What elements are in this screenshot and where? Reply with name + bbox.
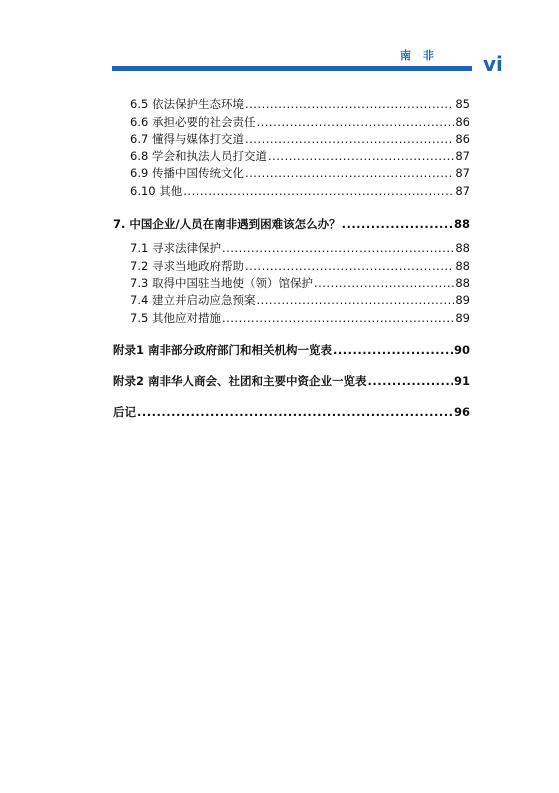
toc-entry[interactable] <box>130 311 470 325</box>
toc-leader-dots <box>222 311 454 325</box>
toc-entry[interactable] <box>130 97 470 111</box>
toc-entry-label: 6.10 其他 <box>130 184 183 198</box>
toc-entry[interactable] <box>130 115 470 129</box>
header-rule <box>112 66 472 71</box>
toc-chapter-entry[interactable] <box>113 217 470 231</box>
toc-entry[interactable] <box>130 293 470 307</box>
toc-leader-dots <box>245 259 454 273</box>
toc-leader-dots <box>137 405 453 419</box>
toc-entry[interactable] <box>130 259 470 273</box>
toc-entry-label: 6.7 懂得与媒体打交道 <box>130 132 244 146</box>
toc-leader-dots <box>245 97 454 111</box>
toc-entry-label: 6.9 传播中国传统文化 <box>130 166 244 180</box>
toc-leader-dots <box>183 184 454 198</box>
toc-entry-label: 后记 <box>113 405 136 419</box>
toc-leader-dots <box>368 374 453 388</box>
toc-entry-page: 91 <box>453 374 470 388</box>
toc-entry-label: 附录2 南非华人商会、社团和主要中资企业一览表 <box>113 374 367 388</box>
toc-leader-dots <box>222 241 454 255</box>
toc-leader-dots <box>268 149 454 163</box>
toc-leader-dots <box>245 166 454 180</box>
toc-entry[interactable] <box>130 241 470 255</box>
toc-entry-label: 附录1 南非部分政府部门和相关机构一览表 <box>113 343 333 357</box>
toc-entry-label: 7.5 其他应对措施 <box>130 311 221 325</box>
toc-afterword-entry[interactable] <box>113 405 470 419</box>
toc-entry-page: 88 <box>455 259 470 273</box>
toc-entry[interactable] <box>130 149 470 163</box>
toc-entry-page: 88 <box>455 241 470 255</box>
toc-entry-label: 7.3 取得中国驻当地使（领）馆保护 <box>130 276 313 290</box>
toc-leader-dots <box>245 132 454 146</box>
toc-entry-label: 6.5 依法保护生态环境 <box>130 97 244 111</box>
toc-entry-label: 7.4 建立并启动应急预案 <box>130 293 256 307</box>
toc-entry-page: 87 <box>455 149 470 163</box>
toc-appendix-entry[interactable] <box>113 343 470 357</box>
toc-entry[interactable] <box>130 166 470 180</box>
running-head: 南 非 <box>400 49 438 62</box>
toc-entry-page: 90 <box>453 343 470 357</box>
toc-leader-dots <box>256 115 454 129</box>
toc-entry[interactable] <box>130 132 470 146</box>
toc-entry-label: 7.2 寻求当地政府帮助 <box>130 259 244 273</box>
toc-appendix-entry[interactable] <box>113 374 470 388</box>
toc-entry[interactable] <box>130 184 470 198</box>
toc-entry-page: 88 <box>453 217 470 231</box>
toc-entry-label: 7. 中国企业/人员在南非遇到困难该怎么办？ <box>113 217 341 231</box>
toc-entry-label: 6.6 承担必要的社会责任 <box>130 115 256 129</box>
toc-entry-page: 89 <box>455 293 470 307</box>
toc-leader-dots <box>342 217 453 231</box>
toc-entry[interactable] <box>130 276 470 290</box>
toc-entry-page: 96 <box>453 405 470 419</box>
toc-entry-page: 86 <box>455 132 470 146</box>
toc-entry-page: 87 <box>455 166 470 180</box>
toc-entry-page: 87 <box>455 184 470 198</box>
toc-entry-label: 6.8 学会和执法人员打交道 <box>130 149 267 163</box>
toc-leader-dots <box>314 276 454 290</box>
toc-entry-page: 85 <box>455 97 470 111</box>
toc-entry-page: 88 <box>455 276 470 290</box>
toc-entry-page: 89 <box>455 311 470 325</box>
toc-leader-dots <box>256 293 454 307</box>
page-number: vi <box>483 52 503 76</box>
toc-entry-page: 86 <box>455 115 470 129</box>
toc-leader-dots <box>333 343 453 357</box>
toc-entry-label: 7.1 寻求法律保护 <box>130 241 221 255</box>
